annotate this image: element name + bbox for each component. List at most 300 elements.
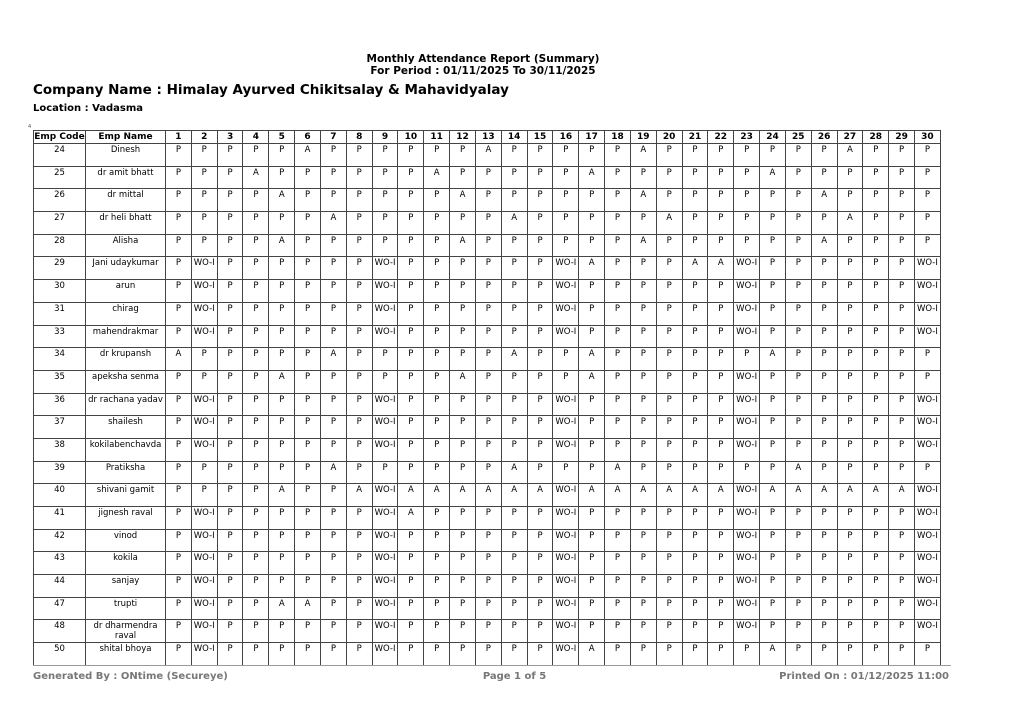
attendance-cell: P — [398, 370, 424, 393]
attendance-cell: P — [398, 325, 424, 348]
attendance-cell: P — [346, 552, 372, 575]
attendance-cell: P — [630, 552, 656, 575]
attendance-cell: P — [320, 302, 346, 325]
attendance-cell: WO-I — [734, 325, 760, 348]
attendance-cell: P — [475, 257, 501, 280]
attendance-cell: P — [346, 257, 372, 280]
attendance-cell: WO-I — [553, 507, 579, 530]
attendance-cell: P — [630, 529, 656, 552]
attendance-cell: P — [269, 552, 295, 575]
attendance-cell: P — [501, 144, 527, 167]
emp-name-cell: dr krupansh — [86, 348, 166, 371]
attendance-cell: P — [630, 416, 656, 439]
attendance-cell: P — [166, 643, 192, 666]
attendance-cell: P — [605, 597, 631, 620]
attendance-cell: P — [295, 484, 321, 507]
attendance-cell: A — [501, 348, 527, 371]
attendance-cell: P — [372, 144, 398, 167]
attendance-cell: P — [424, 575, 450, 598]
attendance-cell: P — [760, 416, 786, 439]
attendance-cell: P — [630, 438, 656, 461]
attendance-cell: P — [734, 348, 760, 371]
attendance-cell: P — [863, 166, 889, 189]
attendance-cell: P — [682, 529, 708, 552]
attendance-cell: P — [760, 370, 786, 393]
attendance-cell: P — [656, 325, 682, 348]
attendance-cell: P — [166, 416, 192, 439]
attendance-cell: P — [166, 234, 192, 257]
attendance-cell: P — [708, 643, 734, 666]
attendance-cell: P — [166, 212, 192, 235]
attendance-cell: P — [450, 552, 476, 575]
attendance-cell: P — [372, 348, 398, 371]
attendance-cell: P — [734, 189, 760, 212]
attendance-cell: WO-I — [553, 529, 579, 552]
attendance-cell: P — [243, 280, 269, 303]
attendance-cell: P — [243, 370, 269, 393]
attendance-cell: WO-I — [191, 552, 217, 575]
attendance-cell: P — [269, 166, 295, 189]
attendance-cell: P — [295, 325, 321, 348]
attendance-cell: WO-I — [915, 575, 941, 598]
attendance-cell: P — [501, 302, 527, 325]
attendance-cell: P — [217, 234, 243, 257]
attendance-cell: P — [915, 212, 941, 235]
attendance-cell: WO-I — [372, 438, 398, 461]
attendance-cell: WO-I — [191, 620, 217, 643]
attendance-cell: A — [889, 484, 915, 507]
attendance-cell: A — [269, 484, 295, 507]
attendance-cell: P — [346, 166, 372, 189]
attendance-cell: P — [682, 393, 708, 416]
attendance-cell: P — [501, 257, 527, 280]
header-day: 12 — [450, 131, 476, 144]
attendance-cell: P — [785, 416, 811, 439]
attendance-cell: P — [889, 348, 915, 371]
attendance-cell: P — [320, 620, 346, 643]
attendance-cell: WO-I — [372, 393, 398, 416]
attendance-cell: P — [863, 393, 889, 416]
attendance-cell: P — [166, 529, 192, 552]
header-day: 19 — [630, 131, 656, 144]
attendance-cell: P — [243, 461, 269, 484]
attendance-cell: WO-I — [915, 393, 941, 416]
attendance-cell: P — [320, 325, 346, 348]
attendance-cell: P — [811, 166, 837, 189]
attendance-cell: P — [760, 575, 786, 598]
attendance-cell: P — [398, 189, 424, 212]
attendance-cell: WO-I — [553, 643, 579, 666]
attendance-cell: P — [553, 189, 579, 212]
emp-name-cell: Jani udaykumar — [86, 257, 166, 280]
attendance-cell: P — [295, 302, 321, 325]
attendance-cell: P — [269, 348, 295, 371]
attendance-cell: A — [811, 234, 837, 257]
attendance-cell: P — [269, 438, 295, 461]
attendance-cell: P — [320, 280, 346, 303]
attendance-cell: P — [475, 370, 501, 393]
attendance-cell: P — [269, 212, 295, 235]
attendance-cell: A — [579, 484, 605, 507]
table-row — [34, 597, 941, 620]
attendance-cell: P — [217, 348, 243, 371]
attendance-cell: P — [579, 461, 605, 484]
header-day: 11 — [424, 131, 450, 144]
attendance-cell: P — [243, 393, 269, 416]
attendance-cell: P — [527, 643, 553, 666]
attendance-cell: P — [424, 189, 450, 212]
attendance-cell: P — [553, 234, 579, 257]
attendance-cell: WO-I — [191, 507, 217, 530]
attendance-cell: P — [217, 416, 243, 439]
attendance-cell: P — [708, 189, 734, 212]
attendance-cell: P — [682, 575, 708, 598]
attendance-cell: A — [760, 643, 786, 666]
attendance-cell: P — [166, 597, 192, 620]
emp-name-cell: shital bhoya — [86, 643, 166, 666]
attendance-cell: P — [708, 325, 734, 348]
attendance-cell: P — [217, 438, 243, 461]
attendance-cell: P — [863, 348, 889, 371]
attendance-cell: A — [837, 144, 863, 167]
printed-on: Printed On : 01/12/2025 11:00 — [779, 671, 949, 682]
attendance-cell: P — [398, 438, 424, 461]
attendance-cell: P — [320, 144, 346, 167]
attendance-cell: P — [605, 348, 631, 371]
attendance-cell: P — [579, 597, 605, 620]
attendance-cell: P — [191, 166, 217, 189]
attendance-cell: P — [760, 597, 786, 620]
attendance-cell: P — [320, 416, 346, 439]
attendance-cell: A — [682, 257, 708, 280]
attendance-cell: P — [785, 552, 811, 575]
attendance-cell: P — [734, 234, 760, 257]
attendance-cell: P — [424, 212, 450, 235]
generated-by: Generated By : ONtime (Secureye) — [33, 671, 228, 682]
attendance-cell: P — [785, 166, 811, 189]
attendance-cell: P — [579, 393, 605, 416]
attendance-cell: P — [320, 189, 346, 212]
attendance-cell: WO-I — [915, 620, 941, 643]
attendance-cell: P — [269, 529, 295, 552]
emp-code-cell: 41 — [34, 507, 86, 530]
attendance-cell: P — [217, 484, 243, 507]
attendance-cell: P — [760, 438, 786, 461]
header-day: 10 — [398, 131, 424, 144]
attendance-cell: P — [450, 529, 476, 552]
attendance-cell: A — [579, 348, 605, 371]
attendance-cell: P — [708, 234, 734, 257]
attendance-cell: P — [837, 257, 863, 280]
attendance-cell: P — [243, 302, 269, 325]
attendance-cell: P — [760, 620, 786, 643]
attendance-cell: A — [605, 461, 631, 484]
attendance-cell: P — [605, 552, 631, 575]
emp-code-cell: 48 — [34, 620, 86, 643]
attendance-cell: P — [527, 620, 553, 643]
attendance-cell: P — [398, 643, 424, 666]
emp-code-cell: 35 — [34, 370, 86, 393]
attendance-cell: P — [320, 370, 346, 393]
attendance-cell: P — [372, 234, 398, 257]
table-row — [34, 620, 941, 643]
attendance-cell: A — [269, 234, 295, 257]
attendance-cell: P — [889, 461, 915, 484]
attendance-cell: P — [166, 144, 192, 167]
emp-code-cell: 47 — [34, 597, 86, 620]
attendance-cell: P — [889, 529, 915, 552]
attendance-cell: P — [475, 166, 501, 189]
header-day: 25 — [785, 131, 811, 144]
attendance-cell: P — [915, 189, 941, 212]
attendance-cell: P — [217, 597, 243, 620]
attendance-cell: P — [579, 280, 605, 303]
attendance-cell: P — [760, 325, 786, 348]
attendance-cell: P — [837, 416, 863, 439]
attendance-cell: P — [837, 575, 863, 598]
attendance-cell: P — [605, 575, 631, 598]
attendance-cell: P — [295, 529, 321, 552]
attendance-cell: P — [811, 529, 837, 552]
attendance-cell: A — [837, 212, 863, 235]
attendance-cell: P — [191, 461, 217, 484]
attendance-cell: P — [217, 257, 243, 280]
attendance-cell: P — [217, 552, 243, 575]
attendance-cell: A — [450, 189, 476, 212]
attendance-cell: P — [191, 348, 217, 371]
attendance-cell: P — [501, 393, 527, 416]
attendance-cell: WO-I — [372, 552, 398, 575]
table-header-row — [34, 131, 941, 144]
attendance-cell: P — [424, 529, 450, 552]
company-name: Company Name : Himalay Ayurved Chikitsalay & Mahavidyalay — [33, 82, 509, 98]
attendance-cell: P — [811, 416, 837, 439]
attendance-cell: P — [166, 575, 192, 598]
attendance-cell: P — [217, 370, 243, 393]
attendance-cell: P — [915, 234, 941, 257]
attendance-cell: P — [166, 370, 192, 393]
attendance-cell: P — [708, 393, 734, 416]
attendance-cell: P — [708, 144, 734, 167]
attendance-cell: P — [605, 438, 631, 461]
attendance-cell: P — [760, 189, 786, 212]
attendance-cell: P — [295, 234, 321, 257]
header-day: 24 — [760, 131, 786, 144]
attendance-cell: A — [450, 370, 476, 393]
attendance-cell: P — [269, 507, 295, 530]
attendance-cell: P — [243, 620, 269, 643]
attendance-cell: P — [889, 370, 915, 393]
attendance-cell: P — [346, 597, 372, 620]
attendance-cell: P — [863, 302, 889, 325]
attendance-cell: WO-I — [734, 575, 760, 598]
attendance-cell: P — [166, 280, 192, 303]
attendance-cell: P — [656, 166, 682, 189]
attendance-cell: P — [450, 144, 476, 167]
attendance-cell: P — [785, 144, 811, 167]
attendance-cell: A — [579, 166, 605, 189]
attendance-cell: P — [656, 370, 682, 393]
attendance-cell: P — [243, 597, 269, 620]
attendance-cell: A — [708, 257, 734, 280]
header-day: 16 — [553, 131, 579, 144]
attendance-cell: P — [243, 552, 269, 575]
attendance-cell: P — [656, 438, 682, 461]
attendance-cell: P — [501, 280, 527, 303]
attendance-cell: P — [372, 166, 398, 189]
attendance-cell: P — [320, 597, 346, 620]
attendance-cell: WO-I — [734, 529, 760, 552]
attendance-cell: P — [837, 529, 863, 552]
attendance-cell: WO-I — [372, 484, 398, 507]
attendance-cell: P — [346, 302, 372, 325]
attendance-cell: WO-I — [372, 643, 398, 666]
attendance-cell: A — [837, 484, 863, 507]
header-day: 13 — [475, 131, 501, 144]
attendance-cell: P — [372, 370, 398, 393]
attendance-cell: A — [579, 643, 605, 666]
attendance-cell: WO-I — [191, 575, 217, 598]
attendance-cell: P — [785, 325, 811, 348]
attendance-cell: P — [295, 620, 321, 643]
attendance-cell: P — [630, 461, 656, 484]
attendance-cell: P — [837, 620, 863, 643]
attendance-cell: P — [656, 529, 682, 552]
attendance-cell: P — [346, 212, 372, 235]
attendance-cell: WO-I — [915, 257, 941, 280]
attendance-cell: P — [475, 620, 501, 643]
emp-code-cell: 33 — [34, 325, 86, 348]
attendance-cell: P — [450, 393, 476, 416]
attendance-cell: P — [785, 189, 811, 212]
header-day: 18 — [605, 131, 631, 144]
header-day: 22 — [708, 131, 734, 144]
attendance-cell: P — [166, 302, 192, 325]
emp-name-cell: dr dharmendra raval — [86, 620, 166, 643]
attendance-cell: WO-I — [734, 620, 760, 643]
attendance-cell: P — [708, 597, 734, 620]
emp-code-cell: 30 — [34, 280, 86, 303]
attendance-cell: P — [734, 643, 760, 666]
attendance-cell: P — [295, 416, 321, 439]
emp-name-cell: dr mittal — [86, 189, 166, 212]
attendance-cell: A — [656, 212, 682, 235]
attendance-cell: P — [166, 166, 192, 189]
emp-name-cell: apeksha senma — [86, 370, 166, 393]
attendance-cell: A — [811, 484, 837, 507]
attendance-cell: P — [889, 234, 915, 257]
header-day: 30 — [915, 131, 941, 144]
attendance-cell: P — [295, 461, 321, 484]
emp-name-cell: arun — [86, 280, 166, 303]
attendance-cell: P — [579, 325, 605, 348]
emp-name-cell: dr heli bhatt — [86, 212, 166, 235]
attendance-cell: P — [682, 189, 708, 212]
attendance-cell: P — [527, 280, 553, 303]
attendance-cell: P — [243, 484, 269, 507]
attendance-cell: P — [708, 552, 734, 575]
emp-name-cell: chirag — [86, 302, 166, 325]
attendance-cell: P — [605, 144, 631, 167]
attendance-cell: P — [579, 507, 605, 530]
attendance-cell: P — [785, 507, 811, 530]
attendance-cell: P — [656, 393, 682, 416]
attendance-cell: P — [889, 280, 915, 303]
attendance-cell: WO-I — [915, 529, 941, 552]
attendance-cell: P — [450, 416, 476, 439]
attendance-cell: A — [450, 484, 476, 507]
attendance-cell: P — [837, 234, 863, 257]
attendance-cell: P — [243, 416, 269, 439]
attendance-cell: P — [475, 393, 501, 416]
attendance-cell: P — [785, 257, 811, 280]
attendance-cell: P — [346, 438, 372, 461]
attendance-cell: P — [863, 144, 889, 167]
attendance-cell: P — [605, 620, 631, 643]
attendance-cell: P — [708, 507, 734, 530]
attendance-cell: P — [501, 325, 527, 348]
attendance-cell: P — [863, 620, 889, 643]
attendance-cell: P — [863, 325, 889, 348]
attendance-cell: P — [915, 643, 941, 666]
attendance-cell: P — [579, 416, 605, 439]
emp-code-cell: 25 — [34, 166, 86, 189]
attendance-cell: P — [166, 325, 192, 348]
attendance-cell: P — [630, 325, 656, 348]
attendance-cell: WO-I — [372, 257, 398, 280]
attendance-cell: P — [450, 597, 476, 620]
attendance-cell: P — [295, 438, 321, 461]
attendance-cell: P — [708, 302, 734, 325]
table-row — [34, 257, 941, 280]
attendance-cell: P — [398, 234, 424, 257]
attendance-cell: P — [346, 575, 372, 598]
attendance-cell: WO-I — [553, 620, 579, 643]
table-row — [34, 212, 941, 235]
attendance-cell: P — [656, 461, 682, 484]
attendance-cell: P — [295, 189, 321, 212]
attendance-cell: P — [630, 370, 656, 393]
attendance-cell: P — [630, 280, 656, 303]
attendance-cell: P — [837, 643, 863, 666]
attendance-cell: P — [527, 438, 553, 461]
attendance-cell: WO-I — [553, 552, 579, 575]
attendance-cell: P — [475, 212, 501, 235]
table-row — [34, 348, 941, 371]
attendance-cell: P — [527, 348, 553, 371]
attendance-cell: P — [346, 393, 372, 416]
attendance-cell: P — [320, 257, 346, 280]
table-row — [34, 416, 941, 439]
attendance-cell: P — [811, 461, 837, 484]
attendance-cell: WO-I — [372, 620, 398, 643]
attendance-cell: P — [527, 325, 553, 348]
emp-code-cell: 31 — [34, 302, 86, 325]
attendance-cell: P — [243, 643, 269, 666]
attendance-cell: P — [501, 189, 527, 212]
attendance-cell: P — [243, 144, 269, 167]
attendance-cell: P — [837, 280, 863, 303]
attendance-cell: P — [605, 507, 631, 530]
attendance-cell: P — [863, 189, 889, 212]
attendance-cell: P — [527, 529, 553, 552]
attendance-cell: P — [527, 257, 553, 280]
attendance-cell: P — [191, 144, 217, 167]
attendance-cell: P — [269, 144, 295, 167]
attendance-cell: P — [785, 280, 811, 303]
attendance-cell: P — [527, 234, 553, 257]
table-row — [34, 529, 941, 552]
